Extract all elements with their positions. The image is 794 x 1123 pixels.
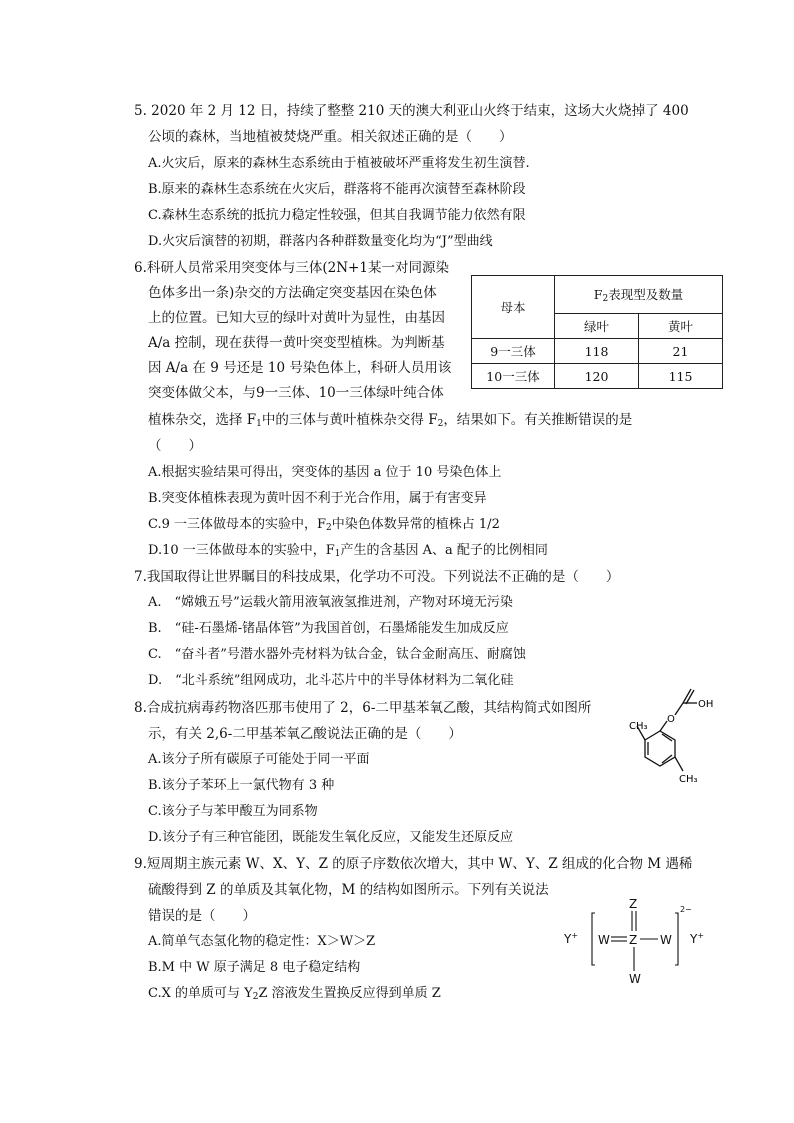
atom-w-right: W [660, 933, 672, 947]
q6-stem-line7-c: ，结果如下。有关推断错误的是 [443, 412, 633, 428]
compound-m-structure [562, 895, 722, 990]
q6-stem-line4: A/a 控制，现在获得一黄叶突变型植株。为判断基 [148, 335, 445, 351]
q5-option-a: A.火灾后，原来的森林生态系统由于植被破坏严重将发生初生演替. [148, 156, 530, 171]
methyl-label-top: CH₃ [629, 721, 648, 732]
table-cell-parent: 9一三体 [472, 339, 555, 364]
charge-label: 2− [680, 905, 692, 914]
q6-option-c: C.9 一三体做母本的实验中，$F_2$中染色体数异常的植株占 1/2 [148, 517, 500, 533]
q7-option-c: C. “奋斗者”号潜水器外壳材料为钛合金，钛合金耐高压、耐腐蚀 [148, 647, 526, 662]
q6-stem-line6: 突变体做父本，与9一三体、10一三体绿叶纯合体 [148, 385, 444, 401]
q9-stem-line1: 9.短周期主族元素 W、X、Y、Z 的原子序数依次增大，其中 W、Y、Z 组成的化合物 M 遇稀 [134, 856, 693, 872]
q8-option-b: B.该分子苯环上一氯代物有 3 种 [148, 778, 335, 793]
q9-option-c: C.X 的单质可与 $Y_2Z$ 溶液发生置换反应得到单质 Z [148, 986, 441, 1002]
q6-stem-line7-a: 植株杂交，选择 F [148, 412, 257, 428]
q6-option-d: D.10 一三体做母本的实验中，$F_1$产生的含基因 A、a 配子的比例相同 [148, 543, 548, 559]
q7-stem: 7.我国取得让世界瞩目的科技成果，化学功不可没。下列说法不正确的是（ ） [134, 569, 620, 585]
atom-z-top: Z [629, 897, 638, 911]
oxygen-label: O [667, 714, 675, 725]
q8-option-c: C.该分子与苯甲酸互为同系物 [148, 804, 318, 819]
table-cell-green: 120 [555, 364, 639, 389]
q9-option-b: B.M 中 W 原子满足 8 电子稳定结构 [148, 960, 361, 975]
q7-option-b: B. “硅-石墨烯-锗晶体管”为我国首创，石墨烯能发生加成反应 [148, 621, 509, 636]
q6-option-a: A.根据实验结果可得出，突变体的基因 a 位于 10 号染色体上 [148, 465, 502, 480]
cation-left: Y+ [564, 931, 579, 946]
molecule-structure-diagram [615, 683, 725, 788]
q6-stem-line5: 因 A/a 在 9 号还是 10 号染色体上，科研人员用该 [148, 360, 452, 376]
q6-stem-line7: 植株杂交，选择 $F_1$中的三体与黄叶植株杂交得 $F_2$，结果如下。有关推断错误的是 [148, 412, 633, 429]
table-cell-green: 118 [555, 339, 639, 364]
q7-option-d: D. “北斗系统”组网成功，北斗芯片中的半导体材料为二氧化硅 [148, 673, 514, 688]
q9-stem-line2: 硫酸得到 Z 的单质及其氧化物，M 的结构如图所示。下列有关说法 [148, 882, 549, 898]
q6-results-table [471, 275, 723, 389]
table-cell-yellow: 115 [639, 364, 723, 389]
table-header-yellow: 黄叶 [639, 314, 723, 339]
methyl-label-bottom: CH₃ [679, 774, 698, 785]
q6-stem-line7-b: 中的三体与黄叶植株杂交得 F [261, 412, 438, 428]
q8-stem-line2: 示，有关 2,6-二甲基苯氧乙酸说法正确的是（ ） [148, 726, 462, 742]
q8-option-d: D.该分子有三种官能团，既能发生氧化反应，又能发生还原反应 [148, 830, 514, 845]
q6-stem-line3: 上的位置。已知大豆的绿叶对黄叶为显性，由基因 [148, 310, 445, 326]
oh-label: OH [698, 699, 714, 710]
q8-stem-line1: 8.合成抗病毒药物洛匹那韦使用了 2，6-二甲基苯氧乙酸，其结构简式如图所 [134, 700, 592, 716]
table-header-f2: $F_2$表现型及数量 [555, 276, 723, 314]
table-header-parent: 母本 [472, 276, 555, 339]
q9-stem-line3: 错误的是（ ） [148, 908, 256, 924]
cation-right: Y+ [690, 931, 705, 946]
atom-z-center: Z [629, 933, 638, 947]
q5-stem-line1: 5. 2020 年 2 月 12 日，持续了整整 210 天的澳大利亚山火终于结束，这场大火烧掉了 400 [134, 103, 689, 119]
q6-stem-line2: 色体多出一条)杂交的方法确定突变基因在染色体 [148, 285, 437, 301]
q8-option-a: A.该分子所有碳原子可能处于同一平面 [148, 752, 370, 767]
atom-w-bottom: W [629, 972, 641, 986]
q5-option-c: C.森林生态系统的抵抗力稳定性较强，但其自我调节能力依然有限 [148, 208, 526, 223]
q6-option-b: B.突变体植株表现为黄叶因不利于光合作用，属于有害变异 [148, 491, 487, 506]
q5-option-b: B.原来的森林生态系统在火灾后，群落将不能再次演替至森林阶段 [148, 182, 526, 197]
table-cell-yellow: 21 [639, 339, 723, 364]
table-cell-parent: 10一三体 [472, 364, 555, 389]
q7-option-a: A. “嫦娥五号”运载火箭用液氧液氢推进剂，产物对环境无污染 [148, 595, 513, 610]
q9-option-a: A.简单气态氢化物的稳定性：X＞W＞Z [148, 934, 376, 949]
q5-stem-line2: 公顷的森林，当地植被焚烧严重。相关叙述正确的是（ ） [148, 129, 513, 145]
q6-stem-line8: （ ） [148, 438, 202, 454]
table-header-green: 绿叶 [555, 314, 639, 339]
q5-option-d: D.火灾后演替的初期，群落内各种群数量变化均为“J”型曲线 [148, 234, 493, 249]
atom-w-left: W [598, 933, 610, 947]
q6-stem-line1: 6.科研人员常采用突变体与三体(2N+1某一对同源染 [134, 260, 449, 276]
